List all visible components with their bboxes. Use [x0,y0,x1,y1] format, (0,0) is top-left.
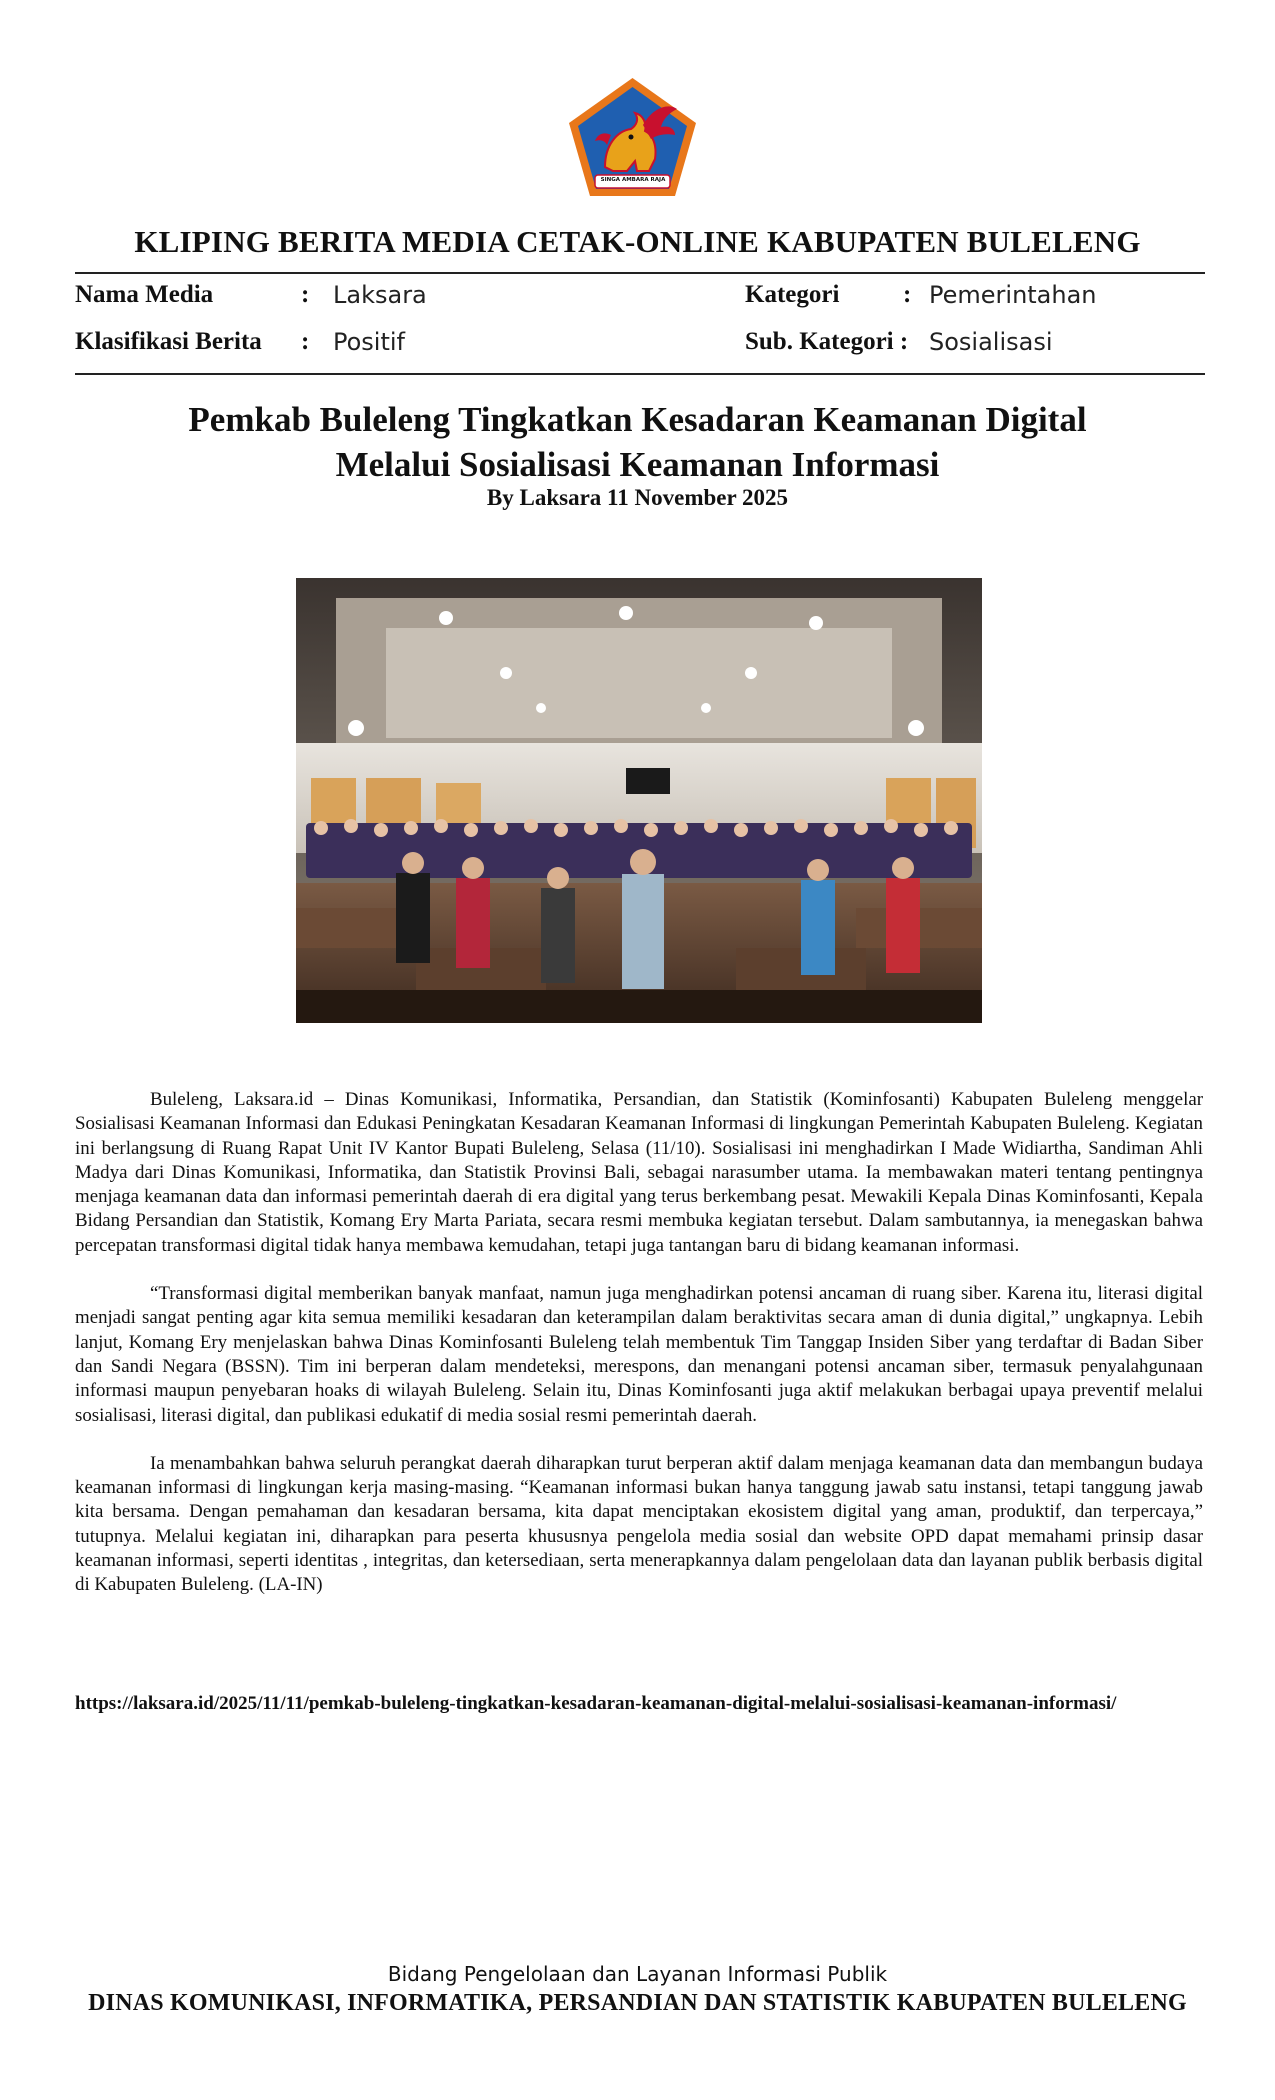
footer-division: Bidang Pengelolaan dan Layanan Informasi Publik [387,1962,888,1986]
meta-label: Kategori [745,281,840,308]
footer-agency: DINAS KOMUNIKASI, INFORMATIKA, PERSANDIAN DAN STATISTIK KABUPATEN BULELENG [88,1990,1187,2016]
article-body [75,1088,1203,1622]
emblem-motto: SINGA AMBARA RAJA [600,177,666,183]
meta-colon: : [301,328,310,355]
meta-label: Sub. Kategori : [745,328,909,355]
article-paragraph-2: “Transformasi digital memberikan banyak manfaat, namun juga menghadirkan potensi ancaman di ruang siber. Karena itu, literasi digital menjadi sangat penting agar kita semua memiliki kesadaran dan keterampilan dalam beraktivitas secara aman di dunia digital,” ungkapnya. Lebih lanjut, Komang Ery menjelaskan bahwa Dinas Kominfosanti Buleleng telah membentuk Tim Tanggap Insiden Siber yang terdaftar di Badan Siber dan Sandi Negara (BSSN). Tim ini berperan dalam mendeteksi, merespons, dan menangani potensi ancaman siber, termasuk penyalahgunaan informasi maupun penyebaran hoaks di wilayah Buleleng. Selain itu, Dinas Kominfosanti juga aktif melakukan berbagai upaya preventif melalui sosialisasi, literasi digital, dan publikasi edukatif di media sosial resmi pemerintah daerah. [75,1283,1203,1426]
article-title [0,397,1275,487]
article-source-link[interactable]: https://laksara.id/2025/11/11/pemkab-buleleng-tingkatkan-kesadaran-keamanan-digital-melalui-sosialisasi-keamanan-informasi/ [75,1693,1117,1714]
meta-label: Klasifikasi Berita [75,328,262,355]
article-title-line-1: Pemkab Buleleng Tingkatkan Kesadaran Keamanan Digital [188,400,1087,439]
meta-value: Positif [333,328,405,356]
meta-label: Nama Media [75,281,214,308]
regency-logo [565,75,700,200]
meta-colon: : [301,281,310,308]
page-heading: KLIPING BERITA MEDIA CETAK-ONLINE KABUPATEN BULELENG [134,224,1141,259]
meta-value: Pemerintahan [929,281,1097,309]
meta-colon: : [903,281,912,308]
meta-value: Sosialisasi [929,328,1053,356]
article-title-line-2: Melalui Sosialisasi Keamanan Informasi [335,445,940,484]
article-byline: By Laksara 11 November 2025 [486,485,789,510]
top-divider [75,272,1205,274]
meta-value: Laksara [333,281,427,309]
event-photo [296,578,982,1023]
article-paragraph-3: Ia menambahkan bahwa seluruh perangkat daerah diharapkan turut berperan aktif dalam menjaga keamanan data dan membangun budaya keamanan informasi di lingkungan kerja masing-masing. “Keamanan informasi bukan hanya tanggung jawab satu instansi, tetapi tanggung jawab kita bersama. Dengan pemahaman dan kesadaran bersama, kita dapat menciptakan ekosistem digital yang aman, produktif, dan terpercaya,” tutupnya. Melalui kegiatan ini, diharapkan para peserta khususnya pengelola media sosial dan website OPD dapat memahami prinsip dasar keamanan informasi, seperti identitas , integritas, dan ketersediaan, serta menerapkannya dalam pengelolaan data dan layanan publik berbasis digital di Kabupaten Buleleng. (LA-IN) [75,1452,1203,1596]
bottom-divider [75,373,1205,375]
article-paragraph-1: Buleleng, Laksara.id – Dinas Komunikasi, Informatika, Persandian, dan Statistik (Kominfosanti) Kabupaten Buleleng menggelar Sosialisasi Keamanan Informasi dan Edukasi Peningkatan Kesadaran Keamanan Informasi di lingkungan Pemerintah Kabupaten Buleleng. Kegiatan ini berlangsung di Ruang Rapat Unit IV Kantor Bupati Buleleng, Selasa (11/10). Sosialisasi ini menghadirkan I Made Widiartha, Sandiman Ahli Madya dari Dinas Komunikasi, Informatika, dan Statistik Provinsi Bali, sebagai narasumber utama. Ia membawakan materi tentang pentingnya menjaga keamanan data dan informasi pemerintah daerah di era digital yang terus berkembang pesat. Mewakili Kepala Dinas Kominfosanti, Kepala Bidang Persandian dan Statistik, Komang Ery Marta Pariata, secara resmi membuka kegiatan tersebut. Dalam sambutannya, ia menegaskan bahwa percepatan transformasi digital tidak hanya membawa kemudahan, tetapi juga tantangan baru di bidang keamanan informasi. [75,1089,1203,1256]
